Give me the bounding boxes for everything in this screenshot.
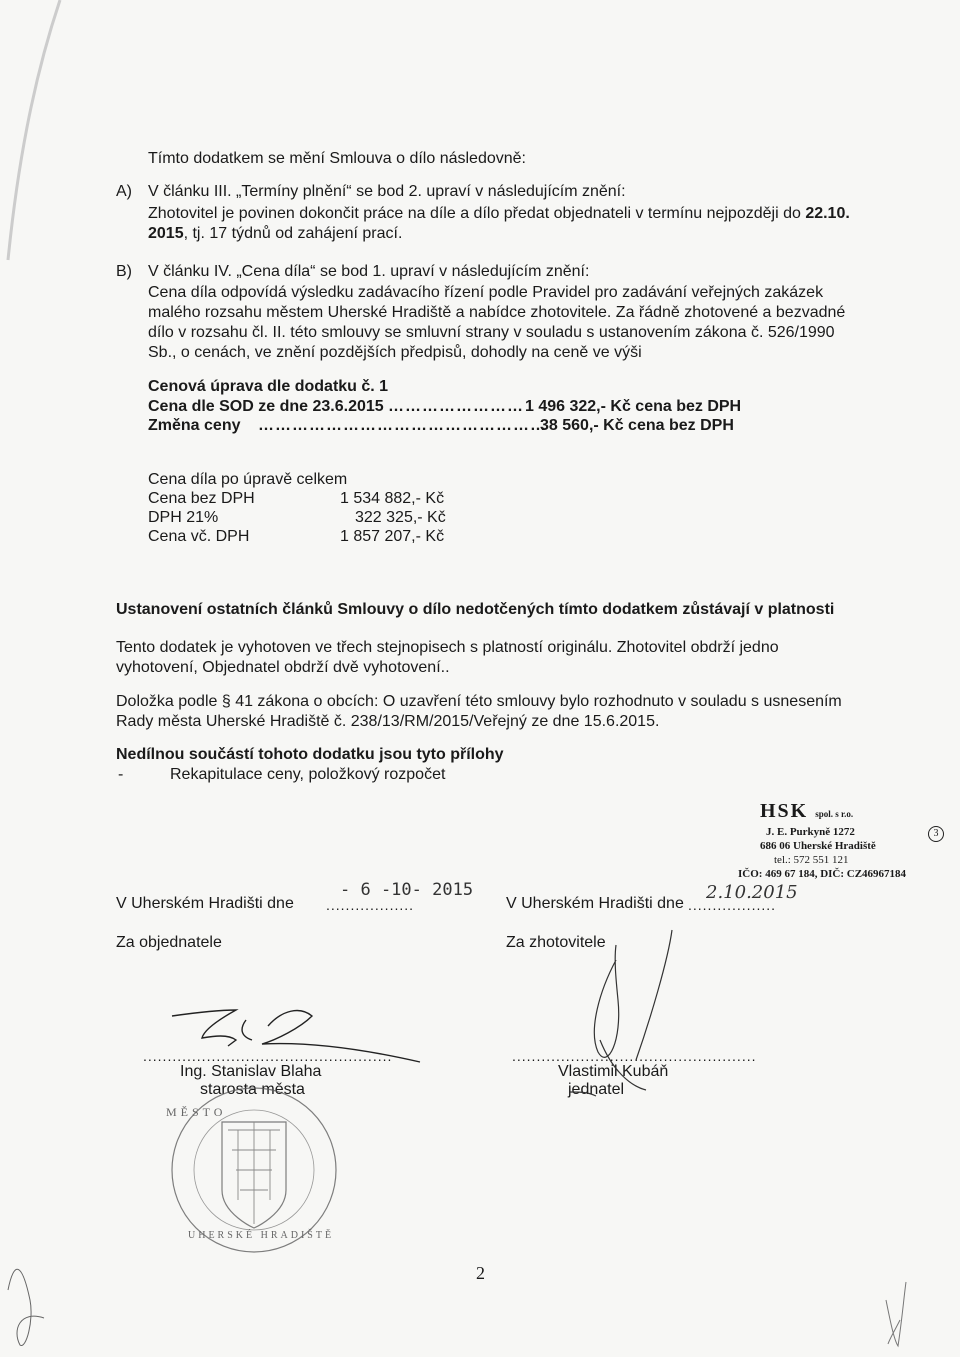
city-seal-text-bottom: UHERSKÉ HRADIŠTĚ: [188, 1230, 335, 1241]
stamp-suffix: spol. s r.o.: [815, 809, 854, 819]
stamp-line: 686 06 Uherské Hradiště: [760, 840, 876, 852]
total-price-title: Cena díla po úpravě celkem: [148, 471, 348, 488]
section-a-heading: V článku III. „Termíny plnění“ se bod 2. upraví v následujícím znění:: [148, 183, 626, 200]
total-row-value: 322 325,- Kč: [355, 509, 446, 526]
section-a-line-2-text: , tj. 17 týdnů od zahájení prací.: [183, 225, 403, 242]
signature-right: [570, 930, 672, 1096]
price-row-label: Změna ceny: [148, 417, 241, 434]
sign-left-date-stamp: - 6 -10- 2015: [340, 880, 474, 900]
margin-mark-right: [886, 1282, 906, 1346]
price-row-label: Cena dle SOD ze dne 23.6.2015: [148, 398, 384, 415]
attachments-heading: Nedílnou součástí tohoto dodatku jsou tyto přílohy: [116, 746, 504, 763]
section-b-heading: V článku IV. „Cena díla“ se bod 1. upraví v následujícím znění:: [148, 263, 590, 280]
stamp-line: IČO: 469 67 184, DIČ: CZ46967184: [738, 868, 907, 880]
page-number: 2: [476, 1263, 485, 1283]
total-row-value: 1 534 882,- Kč: [340, 490, 445, 507]
price-row-dots: ……………………………………………: [258, 417, 547, 434]
price-adjustment-title: Cenová úprava dle dodatku č. 1: [148, 378, 389, 395]
section-b-line: Sb., o cenách, ve znění pozdějších předpisů, dohodly na ceně ve výši: [148, 344, 642, 361]
total-row-value: 1 857 207,- Kč: [340, 528, 445, 545]
stamp-circle-number: 3: [928, 826, 944, 842]
sign-right-role: Za zhotovitele: [506, 934, 606, 951]
section-a-marker: A): [116, 183, 132, 200]
sign-right-line: ..................................................: [512, 1048, 757, 1064]
attachment-item: Rekapitulace ceny, položkový rozpočet: [170, 766, 446, 783]
scan-edge: [8, 0, 60, 260]
price-row-value: 1 496 322,- Kč cena bez DPH: [525, 398, 742, 415]
price-row-dots: ……………………: [388, 398, 524, 415]
sign-right-date-handwritten: 2.10.2015: [706, 882, 798, 903]
price-row-value: 38 560,- Kč cena bez DPH: [540, 417, 734, 434]
sign-right-name: Vlastimil Kubáň: [558, 1063, 669, 1080]
sign-right-place: V Uherském Hradišti dne: [506, 895, 684, 912]
attachment-dash: -: [118, 766, 124, 783]
stamp-line: tel.: 572 551 121: [774, 854, 849, 866]
sign-left-line: ...................................................: [143, 1048, 393, 1064]
section-a-line-1-text: Zhotovitel je povinen dokončit práce na díle a dílo předat objednateli v termínu nejpozději do: [148, 205, 806, 222]
section-b-line: malého rozsahu městem Uherské Hradiště a nabídce zhotovitele. Za řádně zhotovené a bezvadné: [148, 304, 846, 321]
provisions-para-2-line: Doložka podle § 41 zákona o obcích: O uzavření této smlouvy bylo rozhodnuto v souladu s usnesením: [116, 693, 842, 710]
total-row-label: Cena vč. DPH: [148, 528, 250, 545]
city-seal-text-top: MĚSTO: [166, 1105, 227, 1119]
intro-text: Tímto dodatkem se mění Smlouva o dílo následovně:: [148, 150, 526, 167]
provisions-heading: Ustanovení ostatních článků Smlouvy o dílo nedotčených tímto dodatkem zůstávají v platnosti: [116, 601, 835, 618]
total-row-label: Cena bez DPH: [148, 490, 255, 507]
section-b-marker: B): [116, 263, 132, 280]
stamp-line: J. E. Purkyně 1272: [766, 826, 855, 838]
section-b-line: Cena díla odpovídá výsledku zadávacího řízení podle Pravidel pro zadávání veřejných zakázek: [148, 284, 824, 301]
sign-right-title: jednatel: [568, 1081, 625, 1098]
sign-left-name: Ing. Stanislav Blaha: [180, 1063, 322, 1080]
section-b-line: dílo v rozsahu čl. II. této smlouvy se smluvní strany v souladu s ustanovením zákona č. 526/1990: [148, 324, 835, 341]
sign-right-date-dots: ..................: [688, 897, 777, 913]
provisions-para-1-line: Tento dodatek je vyhotoven ve třech stejnopisech s platností originálu. Zhotovitel obdrží jedno: [116, 639, 779, 656]
sign-left-date-dots: ..................: [326, 897, 415, 913]
section-a-deadline-day: 22.10.: [805, 205, 850, 222]
signature-left: [172, 1010, 420, 1062]
provisions-para-1-line: vyhotovení, Objednatel obdrží dvě vyhotovení..: [116, 659, 450, 676]
section-a-deadline-year: 2015: [148, 225, 184, 242]
sign-left-role: Za objednatele: [116, 934, 222, 951]
stamp-logo-text: HSK: [760, 800, 809, 822]
total-row-label: DPH 21%: [148, 509, 219, 526]
margin-mark-left: [8, 1269, 44, 1345]
provisions-para-2-line: Rady města Uherské Hradiště č. 238/13/RM/2015/Veřejný ze dne 15.6.2015.: [116, 713, 660, 730]
sign-left-title: starosta města: [200, 1081, 305, 1098]
sign-left-place: V Uherském Hradišti dne: [116, 895, 294, 912]
